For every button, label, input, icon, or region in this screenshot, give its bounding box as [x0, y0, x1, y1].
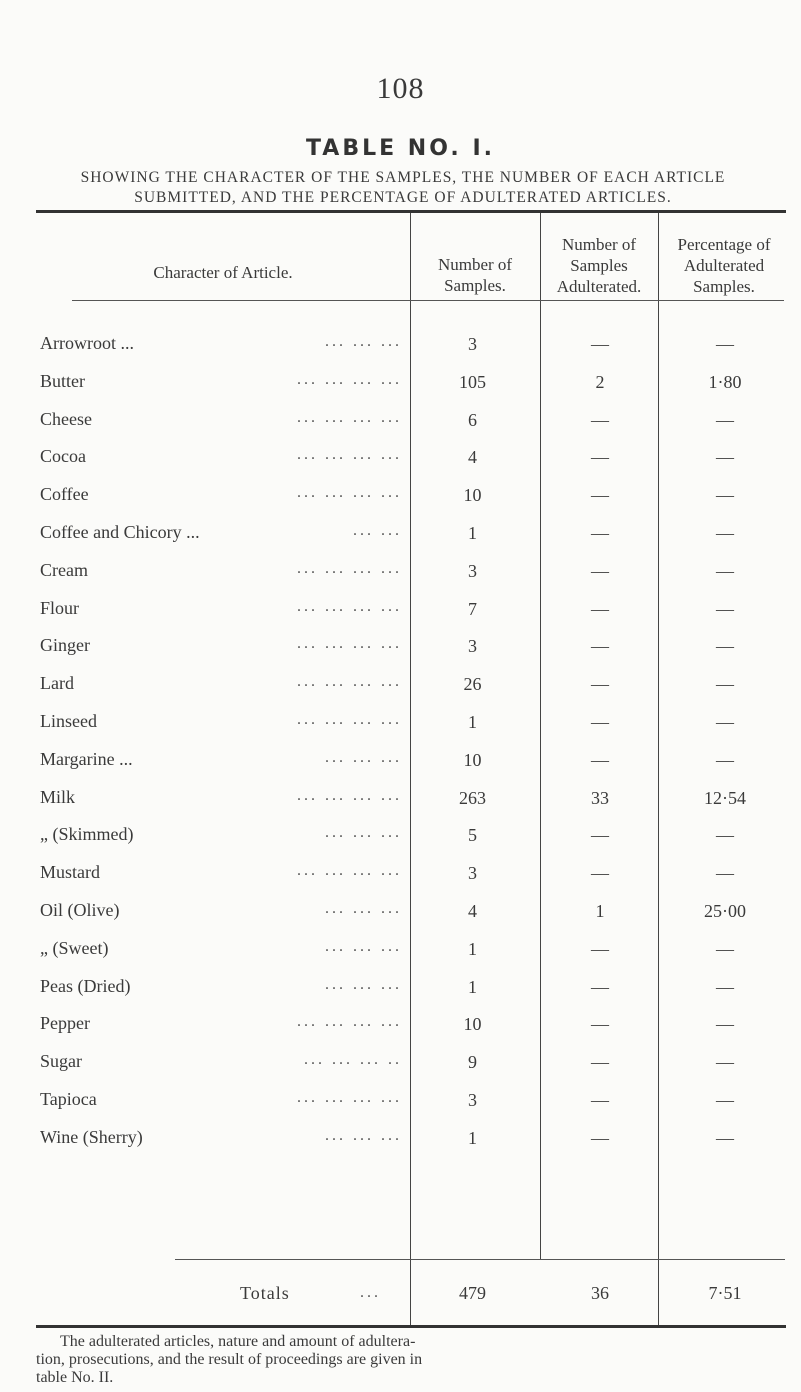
adulterated-percentage: — — [716, 636, 734, 657]
adulterated-count: — — [591, 976, 609, 997]
table-row — [0, 703, 801, 741]
leader-dots: ... ... ... ... — [297, 673, 402, 691]
leader-dots: ... ... ... — [325, 937, 402, 955]
adulterated-percentage: — — [716, 1052, 734, 1073]
table-subtitle-line-2: SUBMITTED, AND THE PERCENTAGE OF ADULTERATED ARTICLES. — [134, 189, 672, 206]
samples-count: 1 — [468, 712, 477, 732]
adulterated-count: — — [591, 825, 609, 846]
header-number-adulterated-l1: Number of — [561, 235, 637, 254]
article-name: Peas (Dried) — [40, 975, 131, 996]
header-character-of-article: Character of Article. — [153, 263, 293, 282]
samples-count: 4 — [468, 901, 477, 921]
adulterated-count: — — [591, 712, 609, 732]
samples-count: 7 — [468, 598, 477, 619]
leader-dots: ... ... ... — [325, 748, 402, 766]
totals-percentage: 7·51 — [708, 1283, 742, 1303]
article-name: Oil (Olive) — [40, 900, 120, 920]
article-name: Sugar — [40, 1051, 82, 1072]
samples-count: 105 — [459, 371, 486, 392]
header-percentage-adulterated — [658, 234, 790, 297]
leader-dots: ... ... ... — [325, 900, 402, 917]
leader-dots: ... ... ... ... — [297, 446, 402, 464]
table-row — [0, 476, 801, 514]
article-name: Ginger — [40, 635, 90, 656]
article-name: Coffee and Chicory ... — [40, 522, 200, 542]
adulterated-percentage: 1·80 — [708, 371, 742, 392]
article-name: Cream — [40, 559, 88, 580]
adulterated-count: — — [591, 598, 609, 619]
samples-count: 10 — [463, 1014, 482, 1035]
totals-label: Totals — [240, 1283, 290, 1303]
table-subtitle-line-1: SHOWING THE CHARACTER OF THE SAMPLES, THE NUMBER OF EACH ARTICLE — [80, 169, 726, 186]
table-title: TABLE NO. I. — [306, 136, 495, 161]
adulterated-count: — — [591, 1014, 609, 1035]
totals-samples: 479 — [459, 1283, 486, 1303]
adulterated-percentage: — — [716, 447, 734, 468]
table-row — [0, 590, 801, 628]
leader-dots: ... ... ... ... — [297, 711, 402, 728]
leader-dots: ... ... ... — [325, 333, 402, 350]
article-name: Arrowroot ... — [40, 333, 134, 353]
table-row — [0, 1081, 801, 1119]
leader-dots: ... ... ... ... — [297, 786, 402, 804]
article-name: Linseed — [40, 711, 97, 731]
adulterated-percentage: — — [716, 938, 734, 959]
table-row — [0, 627, 801, 665]
adulterated-percentage: — — [716, 334, 734, 354]
adulterated-count: — — [591, 749, 609, 770]
samples-count: 6 — [468, 409, 477, 430]
table-row — [0, 1005, 801, 1043]
adulterated-count: — — [591, 1127, 609, 1148]
adulterated-percentage: 12·54 — [704, 787, 746, 808]
footer-line-3: table No. II. — [36, 1369, 114, 1386]
leader-dots: ... ... — [353, 522, 402, 539]
leader-dots: ... ... ... ... — [297, 484, 402, 502]
article-name: „ (Sweet) — [40, 937, 109, 958]
header-percentage-adulterated-l2: Adulterated — [683, 256, 765, 275]
adulterated-percentage: — — [716, 523, 734, 543]
leader-dots: ... ... ... — [325, 824, 402, 842]
samples-count: 4 — [468, 447, 477, 468]
samples-count: 9 — [468, 1052, 477, 1073]
table-row — [0, 854, 801, 892]
table-row — [0, 325, 801, 363]
header-number-of-samples — [410, 254, 540, 296]
leader-dots: ... ... ... ... — [297, 597, 402, 615]
table-row — [0, 401, 801, 439]
adulterated-count: 2 — [595, 371, 605, 392]
table-row — [0, 438, 801, 476]
header-number-adulterated-l3: Adulterated. — [556, 277, 642, 296]
adulterated-count: — — [591, 938, 609, 959]
table-row — [0, 552, 801, 590]
adulterated-count: — — [591, 863, 609, 884]
article-name: Mustard — [40, 862, 100, 883]
adulterated-count: — — [591, 560, 609, 581]
totals-dots: ... — [360, 1284, 381, 1301]
adulterated-count: — — [591, 1090, 609, 1110]
article-name: Flour — [40, 597, 80, 618]
samples-count: 3 — [468, 560, 477, 581]
table-row — [0, 816, 801, 854]
header-percentage-adulterated-l1: Percentage of — [677, 235, 771, 254]
adulterated-count: — — [591, 409, 609, 430]
article-name: Cheese — [40, 408, 92, 429]
adulterated-percentage: — — [716, 409, 734, 430]
table-row — [0, 892, 801, 930]
table-row — [0, 514, 801, 552]
adulterated-percentage: — — [716, 749, 734, 770]
article-name: Cocoa — [40, 446, 86, 467]
adulterated-percentage: — — [716, 863, 734, 884]
adulterated-count: — — [591, 636, 609, 657]
adulterated-percentage: — — [716, 598, 734, 619]
leader-dots: ... ... ... ... — [297, 1013, 402, 1031]
adulterated-count: — — [591, 523, 609, 543]
samples-count: 3 — [468, 636, 477, 657]
page-number: 108 — [376, 72, 425, 105]
samples-count: 1 — [468, 938, 477, 959]
adulterated-percentage: — — [716, 560, 734, 581]
adulterated-percentage: — — [716, 976, 734, 997]
header-number-adulterated-l2: Samples — [570, 256, 628, 275]
bottom-rule — [36, 1325, 786, 1328]
samples-count: 1 — [468, 976, 477, 997]
samples-count: 10 — [463, 749, 482, 770]
header-number-of-samples-l2: Samples. — [444, 276, 506, 295]
adulterated-percentage: — — [716, 712, 734, 732]
leader-dots: ... ... ... ... — [297, 635, 402, 653]
leader-dots: ... ... ... ... — [297, 408, 402, 426]
leader-dots: ... ... ... ... — [297, 559, 402, 577]
table-row — [0, 779, 801, 817]
leader-dots: ... ... ... — [325, 1126, 402, 1144]
article-name: Coffee — [40, 484, 89, 505]
article-name: Lard — [40, 673, 74, 694]
table-row — [0, 968, 801, 1006]
samples-count: 26 — [463, 674, 482, 695]
samples-count: 263 — [459, 787, 486, 808]
samples-count: 3 — [468, 1090, 477, 1110]
header-number-adulterated — [540, 234, 658, 297]
adulterated-count: — — [591, 485, 609, 506]
table-row — [0, 665, 801, 703]
table-row — [0, 741, 801, 779]
samples-count: 1 — [468, 1127, 477, 1148]
adulterated-percentage: 25·00 — [704, 901, 746, 921]
leader-dots: ... ... ... .. — [304, 1051, 402, 1069]
article-name: Butter — [40, 370, 85, 391]
article-name: Milk — [40, 786, 76, 807]
adulterated-count: — — [591, 447, 609, 468]
leader-dots: ... ... ... ... — [297, 370, 402, 388]
adulterated-percentage: — — [716, 674, 734, 695]
adulterated-count: — — [591, 674, 609, 695]
totals-adulterated: 36 — [591, 1283, 609, 1303]
table-row — [0, 1043, 801, 1081]
article-name: „ (Skimmed) — [40, 824, 134, 845]
samples-count: 1 — [468, 523, 477, 543]
header-rule — [72, 300, 784, 301]
samples-count: 10 — [463, 485, 482, 506]
article-name: Margarine ... — [40, 748, 133, 769]
samples-count: 3 — [468, 334, 477, 354]
header-percentage-adulterated-l3: Samples. — [693, 277, 755, 296]
adulterated-percentage: — — [716, 825, 734, 846]
adulterated-count: — — [591, 334, 609, 354]
table-row — [0, 363, 801, 401]
totals-rule — [175, 1259, 785, 1260]
samples-count: 3 — [468, 863, 477, 884]
adulterated-percentage: — — [716, 1090, 734, 1110]
leader-dots: ... ... ... — [325, 975, 402, 993]
adulterated-percentage: — — [716, 1014, 734, 1035]
article-name: Tapioca — [40, 1089, 97, 1109]
table-row — [0, 930, 801, 968]
header-number-of-samples-l1: Number of — [437, 255, 513, 274]
article-name: Wine (Sherry) — [40, 1126, 143, 1147]
table-row — [0, 1119, 801, 1157]
footer-line-2: tion, prosecutions, and the result of proceedings are given in — [36, 1351, 423, 1368]
top-rule — [36, 210, 786, 213]
leader-dots: ... ... ... ... — [297, 862, 402, 880]
adulterated-percentage: — — [716, 485, 734, 506]
article-name: Pepper — [40, 1013, 90, 1034]
samples-count: 5 — [468, 825, 477, 846]
adulterated-percentage: — — [716, 1127, 734, 1148]
adulterated-count: 1 — [595, 901, 605, 921]
adulterated-count: 33 — [591, 787, 609, 808]
footer-line-1: The adulterated articles, nature and amount of adultera- — [60, 1333, 416, 1350]
leader-dots: ... ... ... ... — [297, 1089, 402, 1106]
adulterated-count: — — [591, 1052, 609, 1073]
